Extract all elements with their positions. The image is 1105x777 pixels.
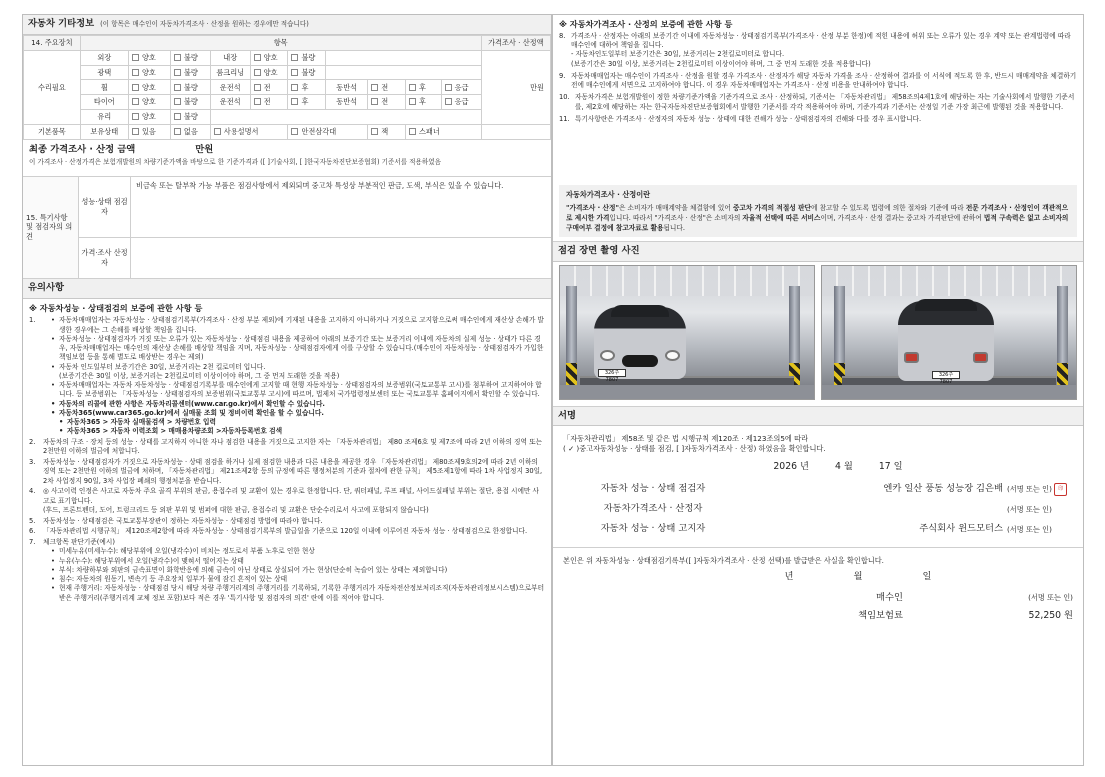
special-notes-section	[23, 177, 551, 279]
caution-item-6: 6. 「자동차관리법 시행규칙」 제120조제2항에 따라 자동차성능 · 상태점검기록부의 발급일을 기준으로 120일 이내에 이루어진 자동차 성능 · 상태점검으로 한정합니다.	[29, 527, 528, 536]
option-label: 전	[381, 82, 389, 92]
option-label: 불량	[183, 67, 198, 77]
option-label: 후	[301, 97, 309, 107]
checkbox[interactable]	[132, 84, 139, 91]
price-heading: 가격조사 · 산정액	[481, 36, 550, 51]
signature-body	[553, 426, 1083, 547]
checkbox[interactable]	[409, 84, 416, 91]
checkbox[interactable]	[174, 54, 181, 61]
option-label: 양호	[141, 97, 156, 107]
appraiser-signature-row	[563, 499, 1073, 519]
main-device-table	[23, 35, 551, 140]
caution-heading: ※ 자동차성능 · 상태점검의 보증에 관한 사항 등	[29, 302, 203, 313]
option-label: 있음	[141, 126, 156, 136]
buyer-label: 매수인	[876, 591, 903, 603]
appraiser-opinion-text[interactable]	[131, 238, 551, 278]
repair-row-name: 휠	[80, 80, 128, 95]
option-label: 불량	[183, 82, 198, 92]
car365-link[interactable]: 자동차365(www.car365.go.kr)에서 실매물 조회 및 정비이력 확인을 할 수 있습니다.	[59, 408, 324, 417]
checkbox[interactable]	[254, 69, 261, 76]
seal-stamp-icon: 印	[1054, 483, 1067, 496]
item-heading: 항목	[80, 36, 481, 51]
left-column	[22, 14, 552, 766]
license-plate: 326주 7807	[598, 369, 626, 377]
buyer-row	[563, 589, 1073, 607]
final-price-title: 최종 가격조사 · 산정 금액	[29, 143, 136, 155]
checkbox[interactable]	[132, 54, 139, 61]
inspection-photo-front[interactable]	[559, 265, 815, 400]
final-price-unit: 만원	[195, 143, 214, 155]
etc-info-subtitle: (이 항목은 매수인이 자동차가격조사 · 산정을 원하는 경우에만 적습니다)	[100, 20, 309, 29]
inspector-label: 자동차 성능 · 상태 점검자	[600, 483, 706, 495]
notifier-label: 자동차 성능 · 상태 고지자	[600, 523, 706, 535]
repair-row-name: 동반석	[326, 95, 368, 110]
inspection-photo-section	[553, 241, 1083, 406]
option-label: 응급	[454, 97, 469, 107]
checkbox[interactable]	[132, 113, 139, 120]
checkbox[interactable]	[174, 98, 181, 105]
option-label: 양호	[141, 82, 156, 92]
notifier-name: 주식회사 윈드모터스	[919, 523, 1003, 535]
checkbox[interactable]	[174, 113, 181, 120]
special-notes-label: 15. 특기사항 및 점검자의 의견	[23, 177, 79, 278]
option-label: 불량	[183, 112, 198, 122]
price-guarantee-heading: ※ 자동차가격조사 · 산정의 보증에 관한 사항 등	[559, 19, 733, 29]
checkbox[interactable]	[174, 69, 181, 76]
basic-items-label: 기본품목	[24, 124, 81, 139]
checkbox[interactable]	[371, 84, 378, 91]
checkbox[interactable]	[409, 98, 416, 105]
recall-link[interactable]: 자동차의 리콜에 관한 사항은 자동차리콜센터(www.car.go.kr)에서 확인할 수 있습니다.	[59, 399, 325, 408]
buyer-signature[interactable]: (서명 또는 인)	[1028, 593, 1073, 603]
appraiser-label: 자동차가격조사 · 산정자	[603, 503, 703, 515]
caution-item-4: 4. ◎ 사고이력 인정은 사고로 자동차 주요 골격 부위의 판금, 용접수리 및 교환이 있는 경우로 한정합니다. 단, 쿼터패널, 루프 패널, 사이드실패널 부위는 절단, 용접 시에만 사고로 표기합니다. (후드, 프론트펜더, 도어, 트렁크리드 등 외판 부위 및 범퍼에 대한 판금, 용접수리 및 교환은 단순수리로서 사고에 포함되지 않습니다)	[29, 487, 539, 514]
insurance-fee-label: 책임보험료	[858, 609, 903, 621]
signature-day: 17 일	[878, 461, 903, 472]
checkbox[interactable]	[291, 54, 298, 61]
checkbox[interactable]	[254, 98, 261, 105]
main-device-heading: 14. 주요장치	[24, 36, 81, 51]
caution-body	[23, 299, 551, 609]
repair-row-name: 동반석	[326, 80, 368, 95]
signature-law-text: 「자동차관리법」 제58조 및 같은 법 시행규칙 제120조 · 제123조의5에 따라	[563, 434, 809, 443]
signature-header	[553, 406, 1083, 426]
receipt-date: 년 월 일	[784, 570, 932, 582]
checkbox[interactable]	[409, 128, 416, 135]
repair-row-name: 룸크리닝	[210, 65, 250, 80]
repair-row-name: 광택	[80, 65, 128, 80]
price-guarantee-notice	[553, 15, 1083, 185]
photo-header	[553, 242, 1083, 262]
option-label: 양호	[263, 67, 278, 77]
option-label: 전	[381, 97, 389, 107]
option-label: 응급	[454, 82, 469, 92]
option-label: 스패너	[418, 126, 440, 136]
checkbox[interactable]	[174, 84, 181, 91]
checkbox[interactable]	[445, 98, 452, 105]
appraiser-opinion-label: 가격·조사 산정자	[79, 238, 131, 278]
repair-row-name: 유리	[80, 109, 128, 124]
option-label: 잭	[381, 126, 389, 136]
signature-check-text: ( ✓ )중고자동차성능 · 상태를 점검, [ ]자동차가격조사 · 산정) 하였음을 확인합니다.	[563, 443, 826, 453]
final-price-box	[23, 140, 551, 177]
option-label: 양호	[263, 52, 278, 62]
option-label: 불량	[301, 67, 316, 77]
inspector-name: 엔카 일산 풍동 성능장 김은배	[883, 483, 1003, 495]
insurance-fee-row	[563, 607, 1073, 625]
notice-item-9: 9. 자동차매매업자는 매수인이 가격조사 · 산정을 원할 경우 가격조사 · 산정자가 해당 자동차 가격을 조사 · 산정하여 결과를 이 서식에 적도록 한 후, 반드시 매매계약을 체결하기 전에 매수인에게 서면으로 고지하여야 합니다. 이 경우 자동차매매업자는 가격조사 · 산정 비용을 안내하여야 합니다.	[559, 71, 1077, 90]
option-label: 안전삼각대	[301, 126, 337, 136]
basic-row-name: 보유상태	[80, 124, 128, 139]
photo-row	[553, 262, 1083, 406]
repair-needed-label: 수리필요	[24, 50, 81, 124]
signature-year: 2026 년	[773, 461, 809, 472]
etc-info-title: 자동차 기타정보	[28, 18, 95, 30]
repair-row-name: 외장	[80, 50, 128, 65]
checkbox[interactable]	[174, 128, 181, 135]
checkbox[interactable]	[445, 84, 452, 91]
inspector-signature[interactable]: (서명 또는 인)	[1007, 484, 1052, 494]
etc-info-header	[23, 15, 551, 35]
option-label: 양호	[141, 52, 156, 62]
signature-date	[563, 461, 1073, 473]
option-label: 전	[263, 82, 271, 92]
option-label: 없음	[183, 126, 198, 136]
checkbox[interactable]	[214, 128, 221, 135]
price-definition-text: "가격조사 · 산정"은 소비자가 매매계약을 체결함에 있어 중고차 가격의 적절성 판단에 참고할 수 있도록 법령에 의한 절차와 기준에 따라 전문 가격조사 · 산정인이 객관적으로 제시한 가격입니다. 따라서 "가격조사 · 산정"은 소비자의 자율적 선택에 따른 서비스이며, 가격조사 · 산정 결과는 중고차 가격판단에 관하여 법적 구속력은 없고 소비자의 구매여부 결정에 참고자료로 활용됩니다.	[566, 203, 1069, 232]
repair-row-name: 운전석	[210, 95, 250, 110]
option-label: 전	[263, 97, 271, 107]
option-label: 사용설명서	[223, 126, 259, 136]
checkbox[interactable]	[132, 128, 139, 135]
inspector-signature-row	[563, 479, 1073, 499]
car-image	[898, 301, 994, 385]
option-label: 양호	[141, 112, 156, 122]
caution-item-1: 1. • 자동차매매업자는 자동차성능 · 상태점검기록부(가격조사 · 산정 부분 제외)에 기재된 내용을 고지하지 아니하거나 거짓으로 고지함으로써 매수인에게 재산상 손해가 발생한 경우에는 그 손해를 배상할 책임을 집니다. • 자동차성능 · 상태점검자가 거짓 또는 오류가 있는 자동차성능 · 상태점검 내용을 제공하여 아래의 보증기간 또는 보증거리 이내에 자동차의 실제 성능 · 상태가 다른 경우, 자동차매매업자는 매수인의 재산상 손해를 배상할 책임을 지며, 자동차성능 · 상태점검자에게 이를 구상할 수 있습니다.(매수인이 자동차성능 · 상태점검자가 가입한 책임보험 등을 통해 별도로 배상받는 경우는 제외) • 자동차 인도일부터 보증기간은 30일, 보증거리는 2천 킬로미터 입니다. (보증기간은 30일 이상, 보증거리는 2천킬로미터 이상이어야 하며, 그 중 먼저 도래한 것을 적용) • 자동차매매업자는 자동차 자동차성능 · 상태점검기록부를 매수인에게 고지할 때 현행 자동차성능 · 상태점검자의 보증범위(국토교통부 고시)를 첨부하여 고지하여야 합니다. 등 보증범위는 「자동차성능 · 상태점검자의 보증범위(국토교통부 고시)에 따르며, 법제처 국가법령정보센터 또는 국토교통부 홈페이지에서 확인할 수 있습니다. • 자동차의 리콜에 관한 사항은 자동차리콜센터(www.car.go.kr)에서 확인할 수 있습니다. • 자동차365(www.car365.go.kr)에서 실매물 조회 및 정비이력 확인을 할 수 있습니다. • 자동차365 > 자동차 실매물검색 > 차량번호 입력 • 자동차365 > 자동차 이력조회 > 매매용차량조회 >자동차등록번호 검색	[29, 316, 544, 436]
repair-row-name: 내장	[210, 50, 250, 65]
final-price-note: 이 가격조사 · 산정가격은 보험개발원의 차량기준가액을 바탕으로 한 기준가격과 ([ ]기술사회, [ ]한국자동차진단보증협회) 기준서를 적용하였음	[29, 157, 442, 166]
option-label: 후	[301, 82, 309, 92]
right-column	[552, 14, 1084, 766]
option-label: 불량	[183, 97, 198, 107]
caution-item-3: 3. 자동차성능 · 상태점검자가 거짓으로 자동차성능 · 상태 점검을 하거나 실제 점검한 내용과 다른 내용을 제공한 경우 「자동차관리법」 제80조제9호의2에 따라 2년 이하의 징역 또는 2천만원 이하의 벌금에 처하며, 「자동차관리법」 제21조제2항 등의 규정에 따른 행정처분의 기준과 절차에 관한 규칙」 제5조제1항에 따라 1차 사업정지 30일, 2차 사업정지 90일, 3차 사업장 폐쇄의 행정처분을 받습니다.	[29, 458, 543, 485]
caution-item-5: 5. 자동차성능 · 상태점검은 국토교통부장관이 정하는 자동차성능 · 상태점검 방법에 따라야 합니다.	[29, 516, 323, 525]
price-unit: 만원	[481, 50, 550, 124]
checkbox[interactable]	[132, 98, 139, 105]
option-label: 불량	[183, 52, 198, 62]
inspector-opinion-label: 성능·상태 점검자	[79, 177, 131, 237]
inspection-photo-rear[interactable]	[821, 265, 1077, 400]
caution-item-2: 2. 자동차의 구조 · 장치 등의 성능 · 상태를 고지하지 아니한 자나 점검한 내용을 거짓으로 고지한 자는 「자동차관리법」 제80 조제6호 및 제7조에 따라 2년 이하의 징역 또는 2천만원 이하의 벌금에 처합니다.	[29, 438, 543, 456]
insurance-fee-value: 52,250 원	[1028, 609, 1073, 621]
car-image	[594, 307, 686, 383]
caution-title: 유의사항	[28, 281, 64, 293]
signature-month: 4 월	[834, 461, 853, 472]
notice-item-10: 10. 자동차가격은 보험개발원이 정한 차량기준가액을 기준가격으로 조사 · 산정하되, 기준서는 「자동차관리법」 제58조의4제1호에 해당하는 자는 기술사회에서 발행한 기준서를, 제2호에 해당하는 자는 한국자동차진단보증협회에서 발행한 기준서를 각각 적용하여야 하며, 기준가격과 기준서는 산정일 기준 가장 최근에 발행된 것을 적용합니다.	[559, 93, 1075, 111]
option-label: 양호	[141, 67, 156, 77]
checkbox[interactable]	[291, 128, 298, 135]
notifier-signature[interactable]: (서명 또는 인)	[1007, 524, 1052, 534]
repair-row-name: 운전석	[210, 80, 250, 95]
receipt-text: 본인은 위 자동차성능 · 상태점검기록부([ ]자동차가격조사 · 산정 선택)를 발급받은 사실을 확인합니다.	[563, 556, 884, 566]
option-label: 후	[418, 97, 426, 107]
appraiser-signature[interactable]: (서명 또는 인)	[1007, 504, 1052, 514]
photo-title: 점검 장면 촬영 사진	[558, 245, 640, 257]
option-label: 불량	[301, 52, 316, 62]
repair-row-name: 타이어	[80, 95, 128, 110]
inspector-opinion-text[interactable]: 비금속 또는 탈부착 가능 부품은 점검사항에서 제외되며 중고차 특성상 부분적인 판금, 도색, 부식은 있을 수 있습니다.	[136, 180, 504, 190]
price-definition-box	[559, 185, 1077, 237]
receipt-section	[553, 547, 1083, 633]
checkbox[interactable]	[254, 54, 261, 61]
checkbox[interactable]	[254, 84, 261, 91]
notice-item-11: 11. 특기사항란은 가격조사 · 산정자의 자동차 성능 · 상태에 대한 견해가 성능 · 상태점검자의 견해와 다를 경우 표시합니다.	[559, 114, 922, 123]
checkbox[interactable]	[132, 69, 139, 76]
caution-header	[23, 279, 551, 299]
license-plate: 326주 7807	[932, 371, 960, 379]
checkbox[interactable]	[291, 98, 298, 105]
checkbox[interactable]	[291, 69, 298, 76]
checkbox[interactable]	[371, 98, 378, 105]
caution-item-7: 7. 체크항목 판단기준(예시) • 미세누유(미세누수): 해당부위에 오일(냉각수)이 비치는 정도로서 부품 노후로 인한 현상 • 누유(누수): 해당부위에서 오일(냉각수)이 맺혀서 떨어지는 상태 • 부식: 차량하부와 외판의 금속표면이 화학반응에 의해 금속이 아닌 상태로 상실되어 가는 현상(단순히 녹슬어 있는 상태는 제외합니다) • 침수: 자동차의 원동기, 변속기 등 주요장치 일부가 물에 잠긴 흔적이 있는 상태 • 현재 주행거리: 자동차성능 · 상태점검 당시 해당 차량 주행거리계의 주행거리를 기록하되, 기록한 주행거리가 자동차전산정보처리조직(자동차관리정보시스템)으로부터 받은 주행거리(주행거리계 교체 정보 포함)보다 적은 경우 '특기사항 및 점검자의 의견' 란에 이를 적어야 합니다.	[29, 538, 545, 602]
notifier-signature-row	[563, 519, 1073, 539]
signature-title: 서명	[558, 409, 576, 421]
option-label: 후	[418, 82, 426, 92]
notice-item-8: 8. 가격조사 · 산정자는 아래의 보증기간 이내에 자동차성능 · 상태점검기록부(가격조사 · 산정 부분 한정)에 적힌 내용에 허위 또는 오류가 있는 경우 계약 또는 관계법령에 따라 매수인에 대하여 책임을 집니다. - 자동차인도일부터 보증기간은 30일, 보증거리는 2천킬로미터로 합니다. (보증기간은 30일 이상, 보증거리는 2천킬로미터 이상이어야 하며, 그 중 먼저 도래한 것을 적용합니다)	[559, 31, 1071, 68]
price-definition-heading: 자동차가격조사 · 산정이란	[566, 190, 651, 199]
checkbox[interactable]	[371, 128, 378, 135]
checkbox[interactable]	[291, 84, 298, 91]
